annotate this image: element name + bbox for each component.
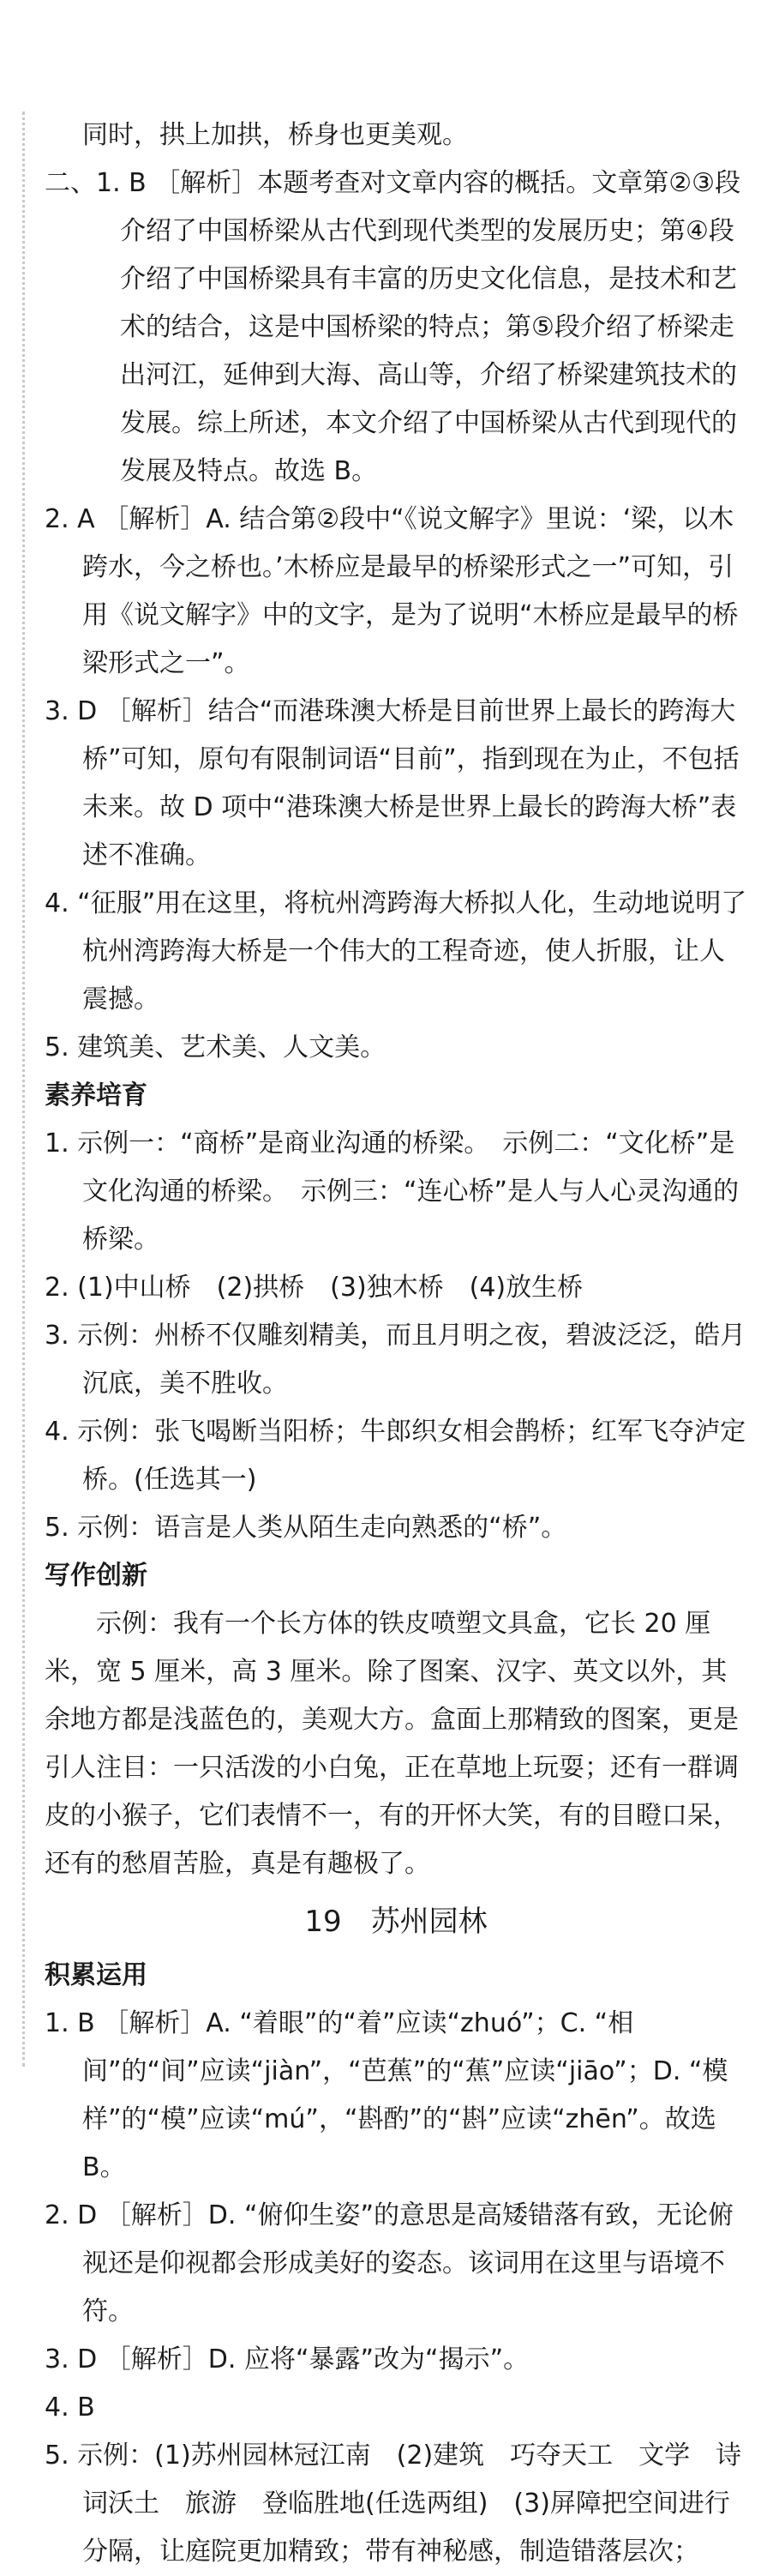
answer-item: 2. D ［解析］D. “俯仰生姿”的意思是高矮错落有致，无论俯视还是仰视都会形成美好的姿态。该词用在这里与语境不符。 — [45, 2200, 734, 2326]
answer-item: 4. 示例：张飞喝断当阳桥；牛郎织女相会鹊桥；红军飞夺泸定桥。(任选其一) — [45, 1417, 746, 1495]
chapter-title: 19 苏州园林 — [304, 1905, 488, 1939]
section-heading: 写作创新 — [45, 1561, 147, 1591]
answer-item: 3. D ［解析］结合“而港珠澳大桥是目前世界上最长的跨海大桥”可知，原句有限制词语“目前”，指到现在为止，不包括未来。故 D 项中“港珠澳大桥是世界上最长的跨海大桥”表述不准确。 — [45, 696, 740, 870]
answer-content — [45, 111, 747, 2576]
answer-line: 同时，拱上加拱，桥身也更美观。 — [82, 120, 468, 150]
answer-item: 2. (1)中山桥 (2)拱桥 (3)独木桥 (4)放生桥 — [45, 1273, 584, 1303]
answer-item: 5. 示例：(1)苏州园林冠江南 (2)建筑 巧夺天工 文学 诗词沃土 旅游 登临胜地(任选两组) (3)屏障把空间进行分隔，让庭院更加精致；带有神秘感，制造错落层次； — [45, 2441, 742, 2567]
answer-item: 1. 示例一：“商桥”是商业沟通的桥梁。 示例二：“文化桥”是文化沟通的桥梁。 示例三：“连心桥”是人与人心灵沟通的桥梁。 — [45, 1129, 740, 1255]
answer-item: 1. B ［解析］A. “着眼”的“着”应读“zhuó”；C. “相间”的“间”应读“jiàn”，“芭蕉”的“蕉”应读“jiāo”；D. “模样”的“模”应读“mú”，“斟酌”的“斟”应读“zhēn”。故选 B。 — [45, 2008, 728, 2182]
answer-item: 3. D ［解析］D. 应将“暴露”改为“揭示”。 — [45, 2344, 530, 2374]
answer-item: 5. 示例：语言是人类从陌生走向熟悉的“桥”。 — [45, 1513, 567, 1543]
answer-item: 5. 建筑美、艺术美、人文美。 — [45, 1032, 386, 1062]
answer-item: 二、1. B ［解析］本题考查对文章内容的概括。文章第②③段介绍了中国桥梁从古代到现代类型的发展历史；第④段介绍了中国桥梁具有丰富的历史文化信息，是技术和艺术的结合，这是中国桥梁的特点；第⑤段介绍了桥梁走出河江，延伸到大海、高山等，介绍了桥梁建筑技术的发展。综上所述，本文介绍了中国桥梁从古代到现代的发展及特点。故选 B。 — [45, 168, 741, 486]
answer-item: 3. 示例：州桥不仅雕刻精美，而且月明之夜，碧波泛泛，皓月沉底，美不胜收。 — [45, 1321, 746, 1399]
essay-paragraph: 示例：我有一个长方体的铁皮喷塑文具盒，它长 20 厘米，宽 5 厘米，高 3 厘米。除了图案、汉字、英文以外，其余地方都是浅蓝色的，美观大方。盒面上那精致的图案，更是引人注目：一只活泼的小白兔，正在草地上玩耍；还有一群调皮的小猴子，它们表情不一，有的开怀大笑，有的目瞪口呆，还有的愁眉苦脸，真是有趣极了。 — [45, 1609, 739, 1879]
answer-item: 2. A ［解析］A. 结合第②段中“《说文解字》里说：‘梁，以木跨水，今之桥也。’木桥应是最早的桥梁形式之一”可知，引用《说文解字》中的文字，是为了说明“木桥应是最早的桥梁形式之一”。 — [45, 504, 739, 678]
section-heading: 素养培育 — [45, 1080, 147, 1110]
section-heading: 积累运用 — [45, 1960, 147, 1990]
answer-item: 4. “征服”用在这里，将杭州湾跨海大桥拟人化，生动地说明了杭州湾跨海大桥是一个伟大的工程奇迹，使人折服，让人震撼。 — [45, 888, 747, 1014]
answer-item: 4. B — [45, 2392, 95, 2423]
binding-margin-line — [22, 111, 25, 2067]
